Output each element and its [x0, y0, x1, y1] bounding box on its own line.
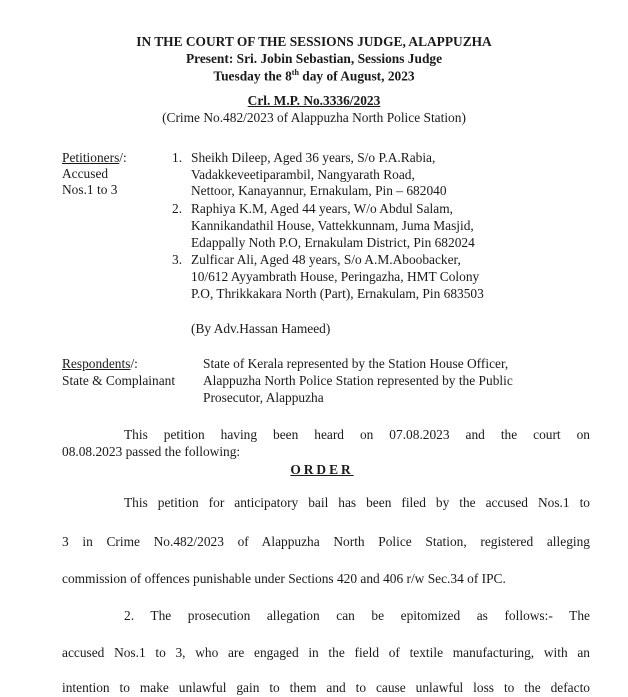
hearing-line-2: 08.08.2023 passed the following:	[62, 444, 241, 459]
petitioner-item	[172, 201, 484, 251]
respondents-label	[62, 356, 138, 372]
paragraph-1-line: commission of offences punishable under Sections 420 and 406 r/w Sec.34 of IPC.	[62, 571, 506, 586]
order-title	[8, 462, 628, 478]
hearing-line-1: This petition having been heard on 07.08.2023 and the court on	[124, 427, 590, 442]
respondents-sublabel: State & Complainant	[62, 373, 176, 388]
case-number-text: Crl. M.P. No.3336/2023	[247, 93, 381, 108]
petitioner-details: Raphiya K.M, Aged 44 years, W/o Abdul Salam, Kannikandathil House, Vattekkunnam, Juma Masjid, Edappally Noth P.O, Ernakulam District, Pin 682024	[191, 201, 475, 250]
paragraph-2-line: 2. The prosecution allegation can be epitomized as follows:- The	[124, 608, 590, 623]
petitioner-item	[172, 150, 484, 200]
date-line	[0, 68, 628, 84]
date-suffix: th	[291, 68, 299, 77]
petitioners-label-text: Petitioners	[62, 150, 120, 165]
petitioner-number: 1.	[172, 150, 183, 165]
paragraph-1-line: 3 in Crime No.482/2023 of Alappuzha North Police Station, registered alleging	[62, 534, 590, 549]
order-title-text: ORDER	[290, 462, 354, 477]
respondents-label-suffix: /:	[130, 356, 138, 371]
petitioner-details: Sheikh Dileep, Aged 36 years, S/o P.A.Rabia, Vadakkeveetiparambil, Nangyarath Road, Nettoor, Kanayannur, Ernakulam, Pin – 682040	[191, 150, 447, 199]
petitioner-number: 3.	[172, 252, 183, 268]
respondent-line: Alappuzha North Police Station represented by the Public	[203, 373, 513, 388]
petitioners-label	[62, 150, 127, 166]
case-number	[0, 93, 628, 109]
respondent-line: State of Kerala represented by the Station House Officer,	[203, 356, 509, 371]
crime-reference: (Crime No.482/2023 of Alappuzha North Police Station)	[162, 110, 466, 125]
petitioners-label-suffix: /:	[119, 150, 127, 165]
respondent-line: Prosecutor, Alappuzha	[203, 390, 324, 405]
petitioners-sublabel-2: Nos.1 to 3	[62, 182, 118, 197]
respondents-label-text: Respondents	[62, 356, 131, 371]
petitioners-sublabel-1: Accused	[62, 166, 109, 181]
court-heading: IN THE COURT OF THE SESSIONS JUDGE, ALAPPUZHA	[136, 34, 492, 49]
paragraph-1-line: This petition for anticipatory bail has been filed by the accused Nos.1 to	[124, 495, 590, 510]
petitioners-list	[172, 150, 484, 303]
paragraph-2-line: accused Nos.1 to 3, who are engaged in the field of textile manufacturing, with an	[62, 645, 590, 660]
petitioner-item	[172, 252, 484, 302]
date-rest: day of August, 2023	[298, 68, 415, 84]
petitioner-details: Zulficar Ali, Aged 48 years, S/o A.M.Aboobacker, 10/612 Ayyambrath House, Peringazha, HMT Colony P.O, Thrikkakara North (Part), Ernakulam, Pin 683503	[191, 252, 484, 301]
paragraph-2-line: intention to make unlawful gain to them and to cause unlawful loss to the defacto	[62, 680, 590, 695]
date-prefix: Tuesday the 8	[213, 68, 292, 84]
present-line: Present: Sri. Jobin Sebastian, Sessions Judge	[185, 51, 443, 66]
advocate-line: (By Adv.Hassan Hameed)	[191, 321, 331, 336]
petitioner-number: 2.	[172, 201, 183, 217]
